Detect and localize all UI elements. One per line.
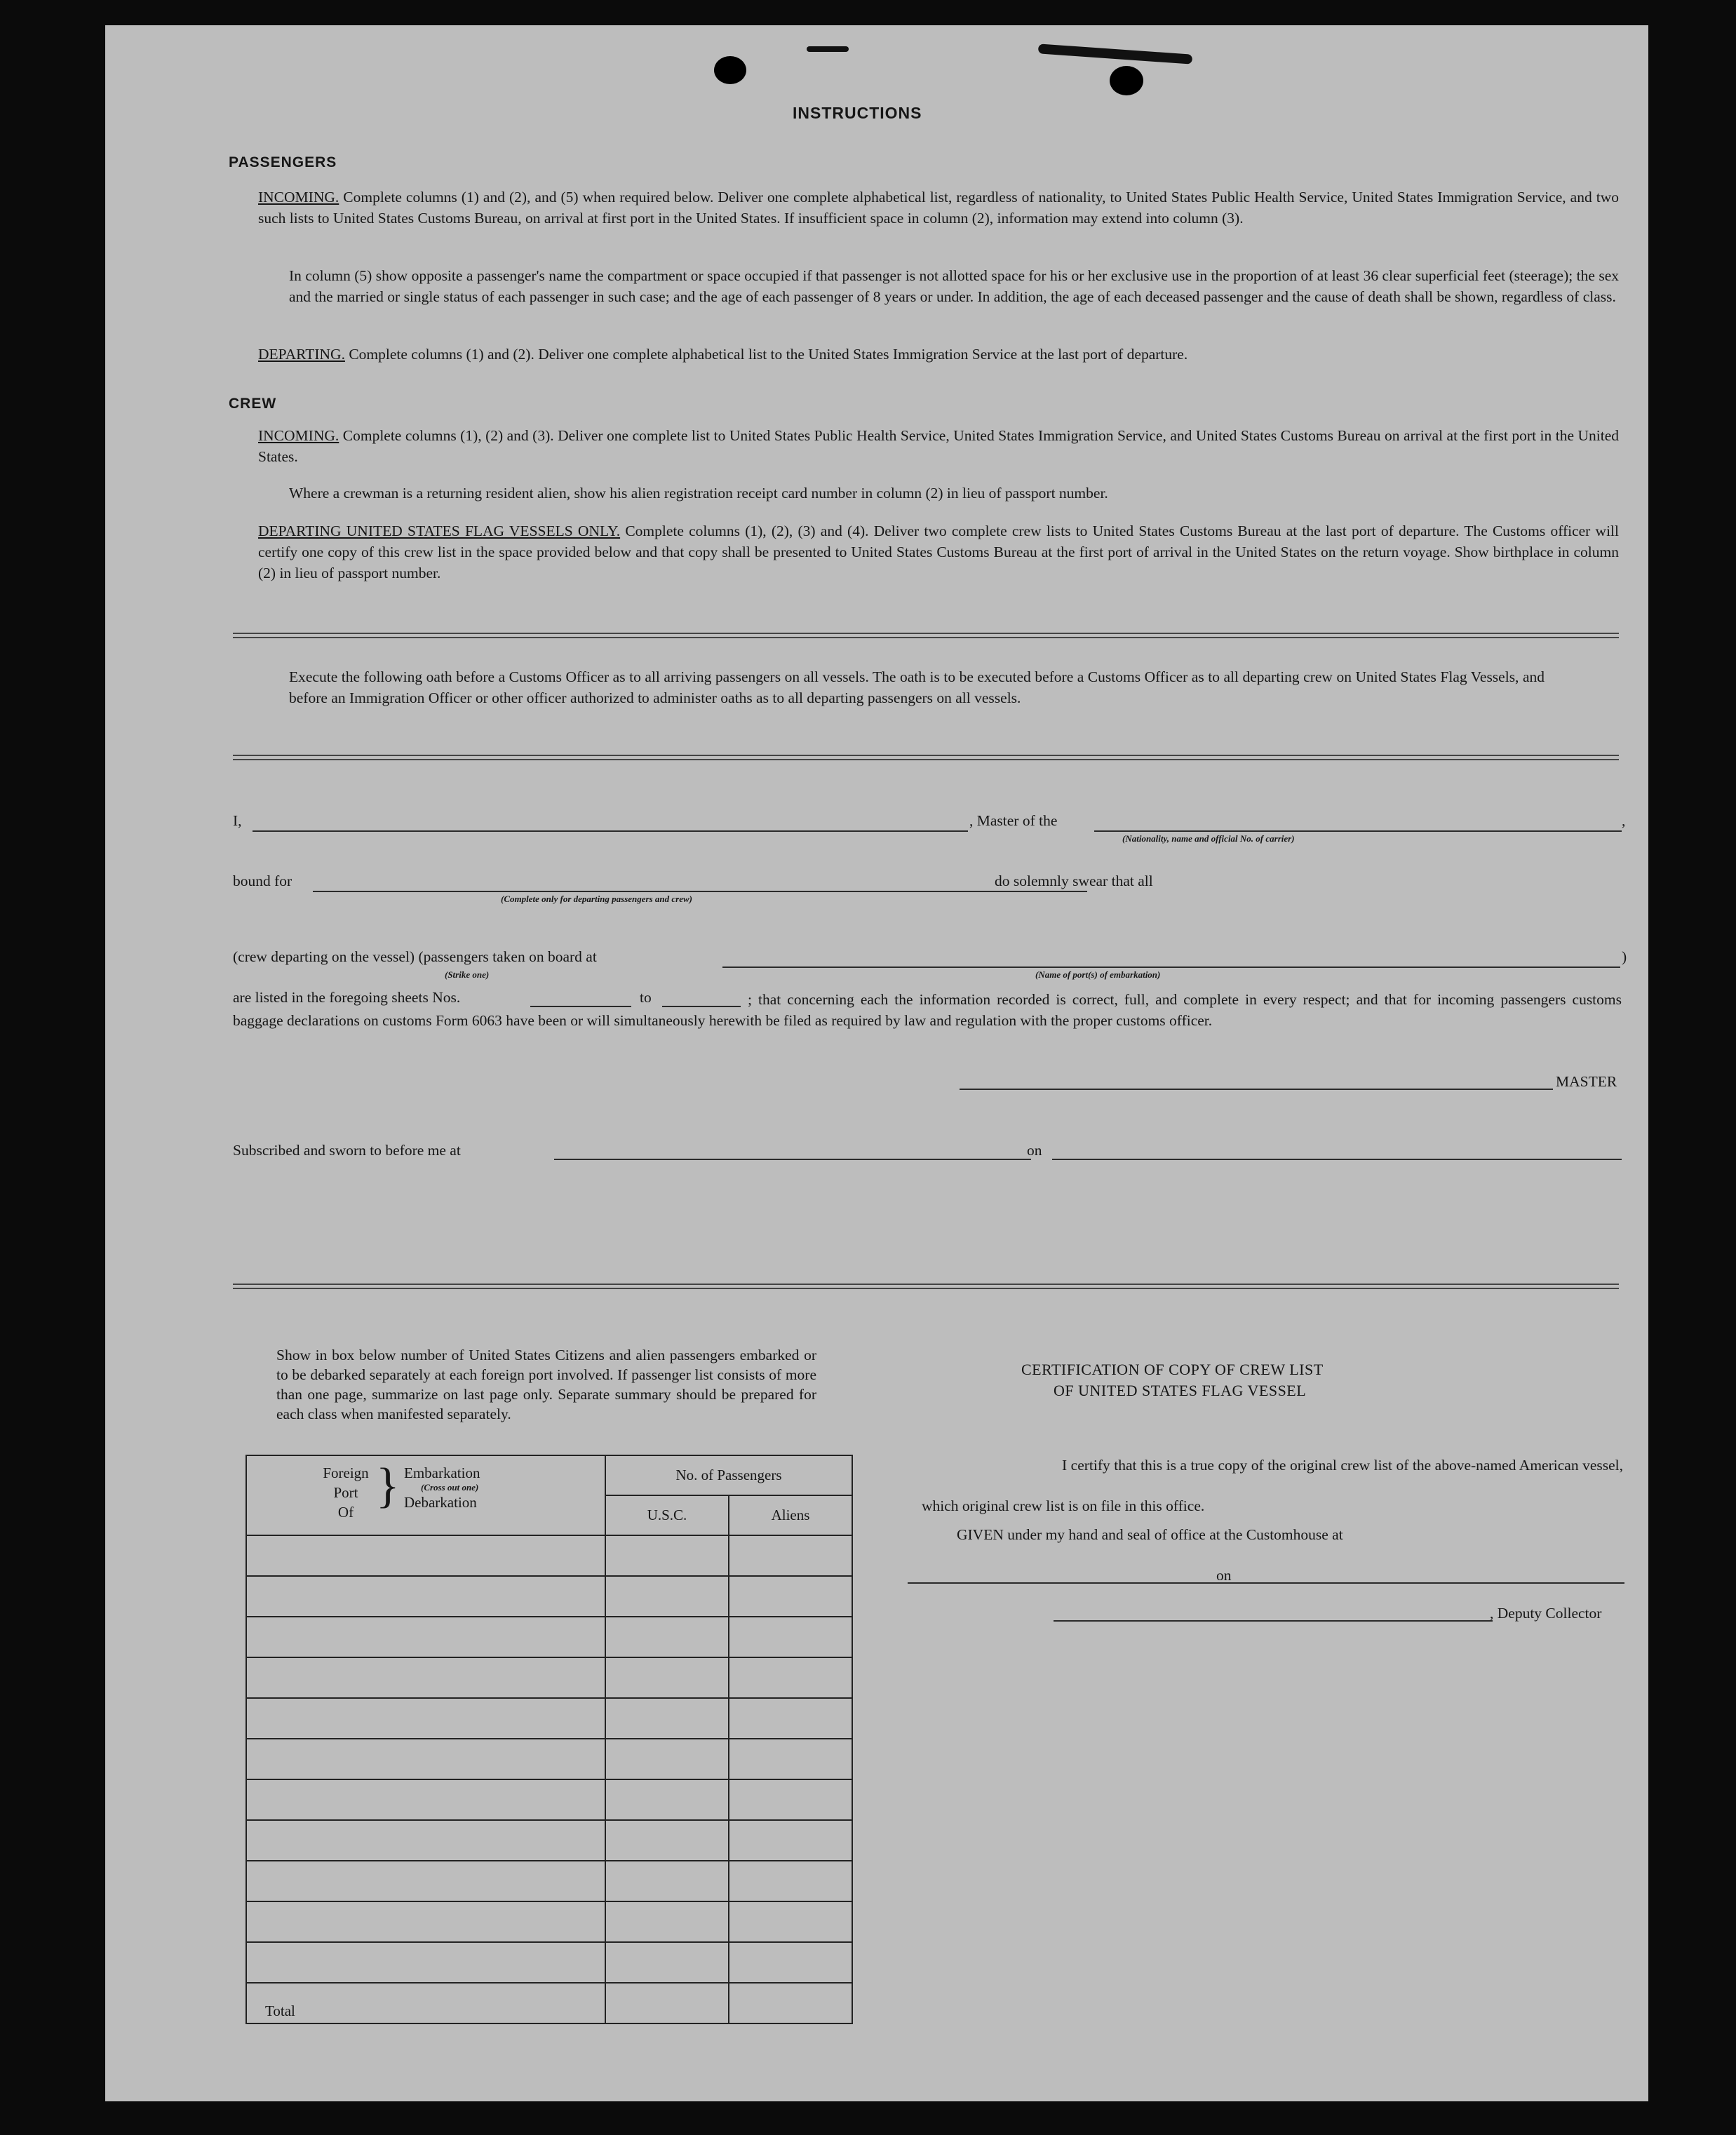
cert-on-label: on — [1216, 1567, 1232, 1584]
aliens-cell[interactable] — [729, 1739, 852, 1779]
carrier-caption: (Nationality, name and official No. of carrier) — [1122, 833, 1295, 844]
crew-heading: CREW — [229, 396, 277, 412]
aliens-cell[interactable] — [729, 1942, 852, 1983]
usc-total-cell[interactable] — [605, 1983, 729, 2023]
crew-departing-on-vessel: (crew departing on the vessel) (passengers taken on board at — [233, 948, 597, 965]
usc-cell[interactable] — [605, 1861, 729, 1901]
crew-departing-label: DEPARTING UNITED STATES FLAG VESSELS ONLY. — [258, 523, 621, 539]
page-title: INSTRUCTIONS — [793, 104, 922, 122]
crew-incoming-text: Complete columns (1), (2) and (3). Deliver one complete list to United States Public Health Service, United States Immigration Service, and United States Customs Bureau on arrival at the first port in the United States. — [258, 427, 1619, 465]
vessel-field[interactable] — [1094, 830, 1622, 832]
strike-one-caption: (Strike one) — [445, 969, 490, 980]
divider — [233, 755, 1619, 756]
usc-cell[interactable] — [605, 1698, 729, 1739]
document-page — [105, 25, 1648, 2101]
port-cell[interactable] — [246, 1901, 605, 1942]
col-embarkation: Embarkation — [404, 1464, 480, 1481]
close-paren: ) — [1622, 948, 1627, 965]
col-of: Of — [337, 1504, 354, 1521]
given-text: GIVEN under my hand and seal of office at the Customhouse at — [957, 1526, 1343, 1543]
port-cell[interactable] — [246, 1820, 605, 1861]
port-cell[interactable] — [246, 1942, 605, 1983]
port-cell[interactable] — [246, 1535, 605, 1576]
total-label: Total — [246, 1983, 605, 2023]
cert-date-field[interactable] — [1242, 1582, 1624, 1584]
aliens-cell[interactable] — [729, 1535, 852, 1576]
master-signature-field[interactable] — [960, 1089, 1553, 1090]
crew-resident-alien-paragraph: Where a crewman is a returning resident alien, show his alien registration receipt card number in column (2) in lieu of passport number. — [289, 485, 1108, 501]
usc-cell[interactable] — [605, 1576, 729, 1617]
aliens-total-cell[interactable] — [729, 1983, 852, 2023]
sworn-place-field[interactable] — [554, 1159, 1031, 1160]
usc-cell[interactable] — [605, 1617, 729, 1657]
port-cell[interactable] — [246, 1617, 605, 1657]
passengers-incoming-paragraph — [258, 187, 1619, 229]
col-aliens: Aliens — [729, 1495, 852, 1535]
embarkation-ports-field[interactable] — [722, 967, 1620, 968]
port-cell[interactable] — [246, 1698, 605, 1739]
port-header-cell — [246, 1455, 605, 1535]
crew-departing-paragraph — [258, 520, 1619, 584]
master-of-the-label: , Master of the — [969, 812, 1058, 829]
certify-paragraph: I certify that this is a true copy of the original crew list of the above-named American vessel, which original crew list is on file in this office. — [922, 1457, 1623, 1514]
aliens-cell[interactable] — [729, 1779, 852, 1820]
aliens-cell[interactable] — [729, 1576, 852, 1617]
are-listed-label: are listed in the foregoing sheets Nos. — [233, 989, 461, 1006]
divider — [233, 637, 1619, 638]
tear-mark — [807, 46, 849, 52]
passengers-column5-paragraph: In column (5) show opposite a passenger's name the compartment or space occupied if that passenger is not allotted space for his or her exclusive use in the proportion of at least 36 clear superficial feet (steerage); the sex and the married or single status of each passenger in such case; and the age of each passenger of 8 years or under. In addition, the age of each deceased passenger and the cause of death shall be shown, regardless of class. — [289, 267, 1619, 305]
solemnly-swear-label: do solemnly swear that all — [995, 873, 1153, 889]
aliens-cell[interactable] — [729, 1698, 852, 1739]
usc-cell[interactable] — [605, 1901, 729, 1942]
subscribed-label: Subscribed and sworn to before me at — [233, 1142, 461, 1159]
certification-title-2: OF UNITED STATES FLAG VESSEL — [1054, 1382, 1307, 1399]
crew-incoming-paragraph — [258, 425, 1619, 467]
col-usc: U.S.C. — [605, 1495, 729, 1535]
ports-caption: (Name of port(s) of embarkation) — [1035, 969, 1161, 980]
brace-icon: } — [376, 1459, 400, 1513]
concerning-paragraph: ; that concerning each the information recorded is correct, full, and complete in every respect; and that for incoming passengers customs baggage declarations on customs Form 6063 have been or will simultaneously herewith be filed as required by law and regulation with the proper customs officer. — [233, 991, 1622, 1029]
passenger-summary-table — [245, 1455, 853, 2024]
crew-departing-text: Complete columns (1), (2), (3) and (4). Deliver two complete crew lists to United States Customs Bureau at the last port of departure. The Customs officer will certify one copy of this crew list in the space provided below and that copy shall be presented to United States Customs Bureau at the first port of arrival in the United States on the return voyage. Show birthplace in column (2) in lieu of passport number. — [258, 523, 1619, 581]
deputy-collector-signature-field[interactable] — [1054, 1620, 1493, 1622]
punch-hole-right — [1110, 66, 1143, 95]
port-cell[interactable] — [246, 1657, 605, 1698]
port-cell[interactable] — [246, 1779, 605, 1820]
master-label: MASTER — [1556, 1073, 1617, 1090]
usc-cell[interactable] — [605, 1779, 729, 1820]
oath-i-label: I, — [233, 812, 242, 829]
aliens-cell[interactable] — [729, 1901, 852, 1942]
divider — [233, 1288, 1619, 1289]
bound-for-label: bound for — [233, 873, 292, 889]
usc-cell[interactable] — [605, 1535, 729, 1576]
passengers-departing-text: Complete columns (1) and (2). Deliver one complete alphabetical list to the United States Immigration Service at the last port of departure. — [349, 346, 1188, 363]
sworn-date-field[interactable] — [1052, 1159, 1622, 1160]
tear-mark — [1038, 43, 1192, 64]
comma-mark: , — [1622, 812, 1626, 829]
passengers-incoming-text: Complete columns (1) and (2), and (5) when required below. Deliver one complete alphabetical list, regardless of nationality, to United States Public Health Service, United States Immigration Service, and two such lists to United States Customs Bureau, on arrival at first port in the United States. If insufficient space in column (2), information may extend into column (3). — [258, 189, 1619, 227]
divider — [233, 633, 1619, 634]
crew-incoming-label: INCOMING. — [258, 427, 339, 444]
port-cell[interactable] — [246, 1861, 605, 1901]
aliens-cell[interactable] — [729, 1861, 852, 1901]
aliens-cell[interactable] — [729, 1820, 852, 1861]
aliens-cell[interactable] — [729, 1657, 852, 1698]
punch-hole-left — [714, 56, 746, 84]
bound-for-field[interactable] — [313, 891, 1087, 892]
usc-cell[interactable] — [605, 1942, 729, 1983]
summary-instructions: Show in box below number of United States Citizens and alien passengers embarked or to be debarked separately at each foreign port involved. If passenger list consists of more than one page, summarize on last page only. Separate summary should be prepared for each class when manifested separately. — [276, 1347, 816, 1422]
port-cell[interactable] — [246, 1739, 605, 1779]
col-port: Port — [333, 1484, 358, 1501]
to-label: to — [640, 989, 652, 1006]
passengers-incoming-label: INCOMING. — [258, 189, 339, 206]
col-passengers: No. of Passengers — [605, 1455, 852, 1495]
passengers-departing-label: DEPARTING. — [258, 346, 345, 363]
passengers-departing-paragraph — [258, 344, 1619, 365]
subscribed-on-label: on — [1027, 1142, 1042, 1159]
usc-cell[interactable] — [605, 1739, 729, 1779]
master-name-field[interactable] — [253, 830, 968, 832]
passengers-heading: PASSENGERS — [229, 154, 337, 170]
divider — [233, 1284, 1619, 1285]
port-cell[interactable] — [246, 1576, 605, 1617]
divider — [233, 759, 1619, 760]
aliens-cell[interactable] — [729, 1617, 852, 1657]
col-foreign: Foreign — [323, 1464, 369, 1481]
usc-cell[interactable] — [605, 1820, 729, 1861]
certification-title-1: CERTIFICATION OF COPY OF CREW LIST — [1021, 1361, 1324, 1378]
usc-cell[interactable] — [605, 1657, 729, 1698]
col-cross-out: (Cross out one) — [421, 1482, 479, 1493]
col-debarkation: Debarkation — [404, 1494, 477, 1511]
deputy-collector-label: , Deputy Collector — [1490, 1605, 1602, 1622]
oath-intro: Execute the following oath before a Customs Officer as to all arriving passengers on all vessels. The oath is to be executed before a Customs Officer as to all departing crew on United States Flag Vessels, and before an Immigration Officer or other officer authorized to administer oaths as to all departing passengers on all vessels. — [289, 668, 1545, 706]
complete-only-caption: (Complete only for departing passengers and crew) — [501, 894, 692, 904]
